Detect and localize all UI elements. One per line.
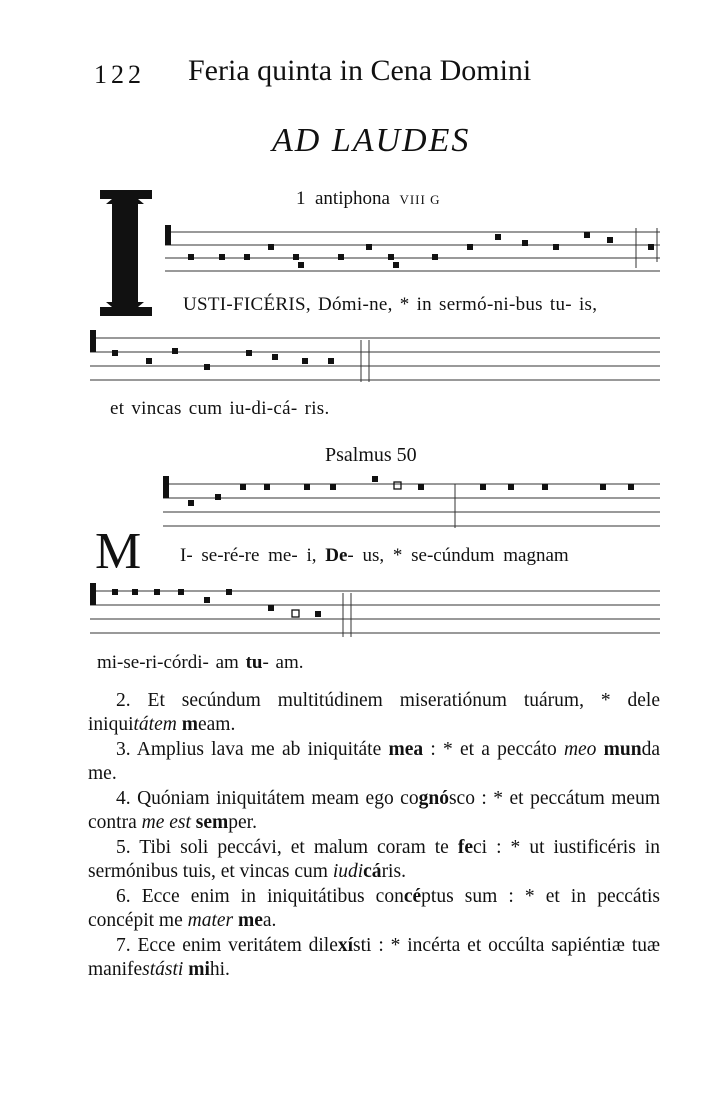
antiphon-lyrics-line-2: et vincas cum iu-di-cá- ris. [110,398,330,419]
antiphon-mode: VIII G [399,192,441,207]
psalm-initial-letter: M [95,523,142,580]
psalm-neumes-2 [112,589,321,617]
section-title: AD LAUDES [272,122,471,159]
psalm-label: Psalmus 50 [325,444,417,466]
running-head: Feria quinta in Cena Domini [188,54,532,87]
psalm-verse: 2. Et secúndum multitúdinem miseratiónum tuárum, * dele iniquitátem meam. [88,690,660,735]
antiphon-word: antiphona [315,188,390,209]
psalm-verse: 4. Quóniam iniquitátem meam ego cognósco : * et peccátum meum contra me est semper. [88,788,660,833]
psalm-verse: 5. Tibi soli peccávi, et malum coram te feci : * ut iustificéris in sermónibus tuis, et vincas cum iudicáris. [88,837,661,882]
psalm-lyrics-1c: - us, * se-cúndum magnam [347,545,569,566]
psalm-lyrics-2a: mi-se-ri-córdi- am [97,652,246,673]
antiphon-number: 1 [296,188,306,209]
psalm-verse: 3. Amplius lava me ab iniquitáte mea : * et a peccáto meo munda me. [88,739,661,784]
page-number: 122 [94,60,145,89]
antiphon-lyrics-line-1: USTI-FICÉRIS, Dómi-ne, * in sermó-ni-bus tu- is, [183,294,598,315]
psalm-lyrics-2b: tu [245,652,263,673]
psalm-lyrics-2c: - am. [262,652,304,673]
psalm-lyrics-1b: De [325,545,348,566]
psalm-verse: 6. Ecce enim in iniquitátibus concéptus sum : * et in peccátis concépit me mater mea. [88,886,660,931]
psalm-verse: 7. Ecce enim veritátem dilexísti : * incérta et occúlta sapiéntiæ tuæ manifestásti mihi. [88,935,660,980]
psalm-lyrics-1a: I- se-ré-re me- i, [180,545,326,566]
psalm-lyrics-line-2 [97,652,304,674]
